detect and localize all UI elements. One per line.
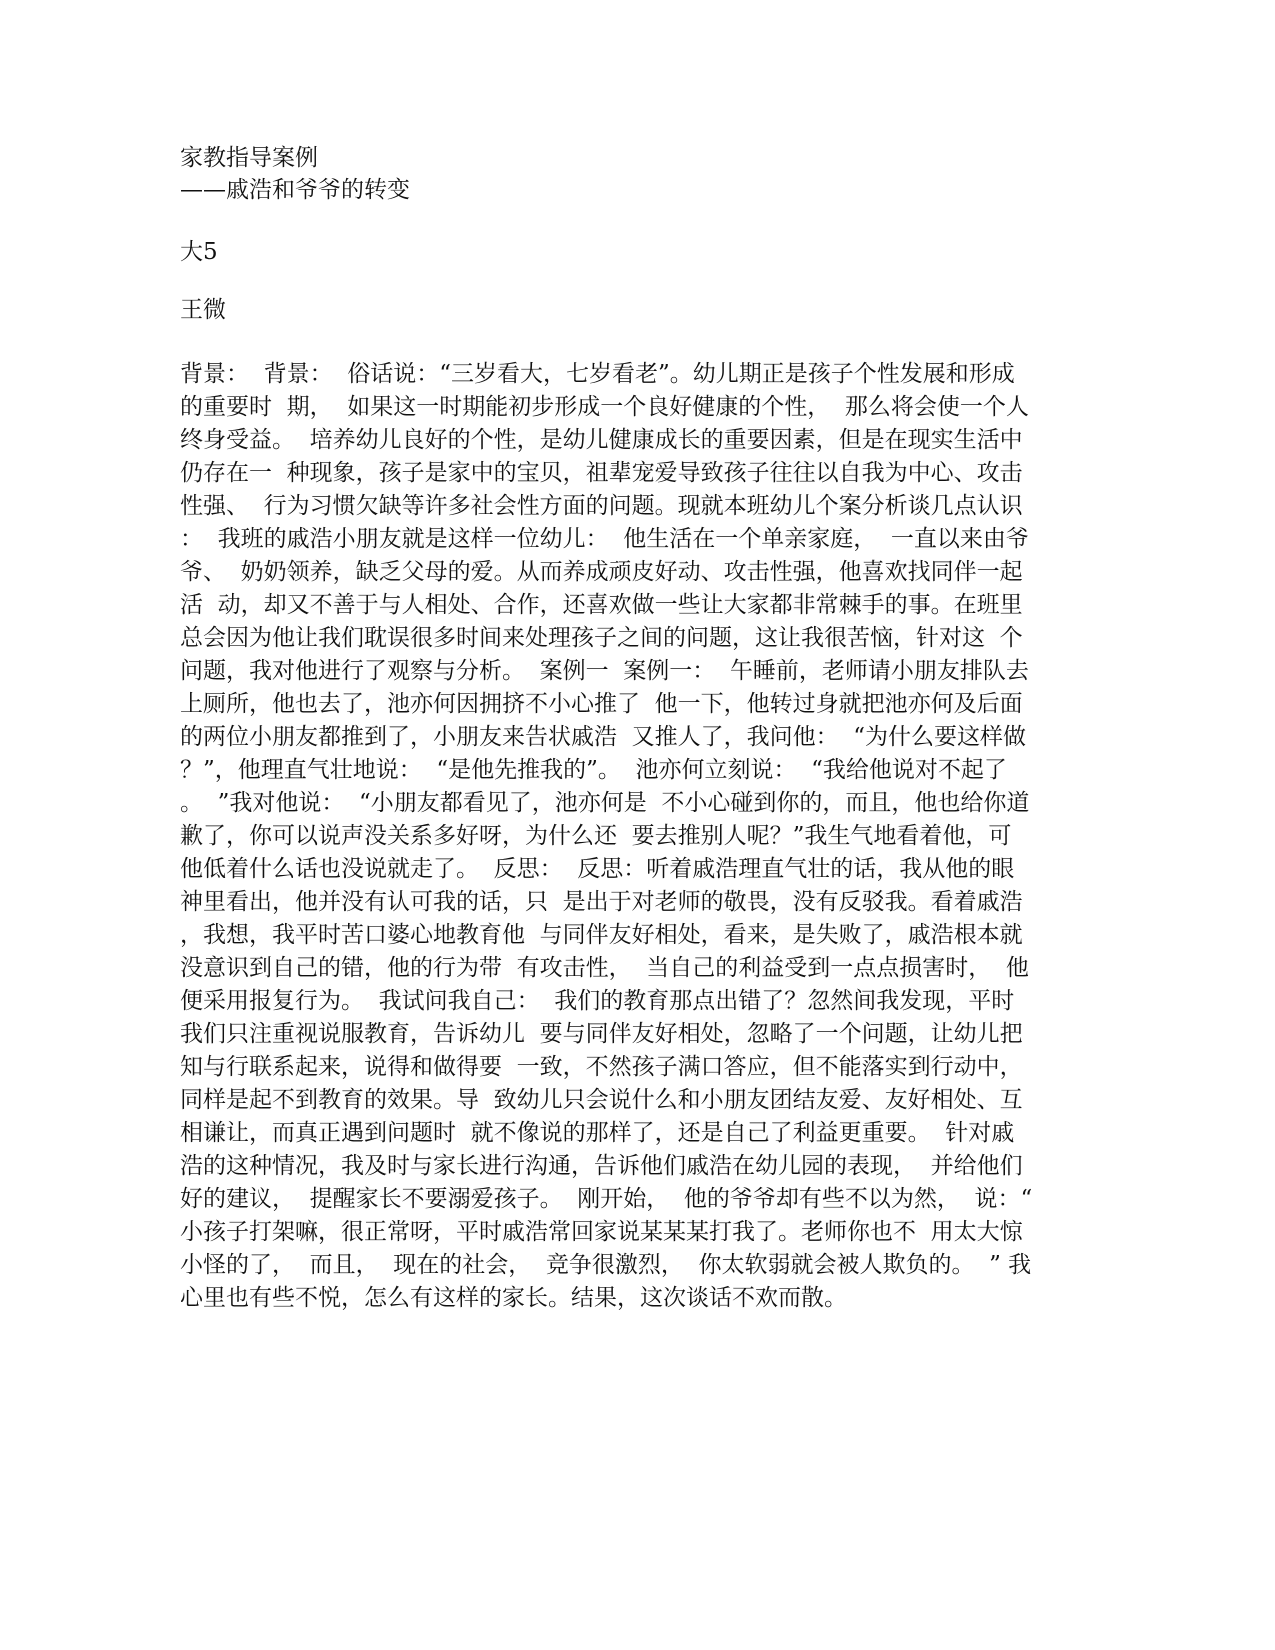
body-line: 相谦让，而真正遇到问题时 就不像说的那样了，还是自己了利益更重要。 针对戚 <box>180 1120 1015 1146</box>
body-line: 同样是起不到教育的效果。导 致幼儿只会说什么和小朋友团结友爱、友好相处、互 <box>180 1087 1023 1113</box>
body-line: 神里看出，他并没有认可我的话，只 是出于对老师的敬畏，没有反驳我。看着戚浩 <box>180 889 1023 915</box>
body-line: 我们只注重视说服教育，告诉幼儿 要与同伴友好相处，忽略了一个问题，让幼儿把 <box>180 1021 1023 1047</box>
body-line: 上厕所，他也去了，池亦何因拥挤不小心推了 他一下，他转过身就把池亦何及后面 <box>180 691 1023 717</box>
body-line: 浩的这种情况，我及时与家长进行沟通，告诉他们戚浩在幼儿园的表现， 并给他们 <box>180 1153 1023 1179</box>
document-title: 家教指导案例 <box>180 145 318 171</box>
body-line: 。 ”我对他说： “小朋友都看见了，池亦何是 不小心碰到你的，而且，他也给你道 <box>180 790 1030 816</box>
body-line: 活 动，却又不善于与人相处、合作，还喜欢做一些让大家都非常棘手的事。在班里 <box>180 592 1023 618</box>
body-line: 小孩子打架嘛，很正常呀，平时戚浩常回家说某某某打我了。老师你也不 用太大惊 <box>180 1219 1023 1245</box>
document-subtitle: ——戚浩和爷爷的转变 <box>180 177 410 203</box>
body-line: ？”，他理直气壮地说： “是他先推我的”。 池亦何立刻说： “我给他说对不起了 <box>180 757 1007 783</box>
body-paragraph <box>180 358 1060 1315</box>
body-line: 爷、 奶奶领养，缺乏父母的爱。从而养成顽皮好动、攻击性强，他喜欢找同伴一起 <box>180 559 1023 585</box>
body-line: 知与行联系起来，说得和做得要 一致，不然孩子满口答应，但不能落实到行动中， <box>180 1054 1023 1080</box>
author-name: 王微 <box>180 297 226 323</box>
body-line: 的重要时 期， 如果这一时期能初步形成一个良好健康的个性， 那么将会使一个人 <box>180 394 1029 420</box>
body-line: 性强、 行为习惯欠缺等许多社会性方面的问题。现就本班幼儿个案分析谈几点认识 <box>180 493 1023 519</box>
body-line: 心里也有些不悦，怎么有这样的家长。结果，这次谈话不欢而散。 <box>180 1285 847 1311</box>
body-line: 便采用报复行为。 我试问我自己： 我们的教育那点出错了？忽然间我发现，平时 <box>180 988 1015 1014</box>
body-line: ，我想，我平时苦口婆心地教育他 与同伴友好相处，看来，是失败了，戚浩根本就 <box>180 922 1023 948</box>
body-line: 好的建议， 提醒家长不要溺爱孩子。 刚开始， 他的爷爷却有些不以为然， 说：“ <box>180 1186 1033 1212</box>
body-line: 没意识到自己的错，他的行为带 有攻击性， 当自己的利益受到一点点损害时， 他 <box>180 955 1029 981</box>
body-line: 背景： 背景： 俗话说：“三岁看大，七岁看老”。幼儿期正是孩子个性发展和形成 <box>180 361 1015 387</box>
body-line: 仍存在一 种现象，孩子是家中的宝贝，祖辈宠爱导致孩子往往以自我为中心、攻击 <box>180 460 1023 486</box>
body-line: 的两位小朋友都推到了，小朋友来告状戚浩 又推人了，我问他： “为什么要这样做 <box>180 724 1027 750</box>
body-line: 终身受益。 培养幼儿良好的个性，是幼儿健康成长的重要因素，但是在现实生活中 <box>180 427 1023 453</box>
class-name: 大5 <box>180 239 218 265</box>
body-line: ： 我班的戚浩小朋友就是这样一位幼儿： 他生活在一个单亲家庭， 一直以来由爷 <box>180 526 1029 552</box>
body-line: 他低着什么话也没说就走了。 反思： 反思：听着戚浩理直气壮的话，我从他的眼 <box>180 856 1015 882</box>
body-line: 问题，我对他进行了观察与分析。 案例一 案例一： 午睡前，老师请小朋友排队去 <box>180 658 1029 684</box>
body-line: 小怪的了， 而且， 现在的社会， 竞争很激烈， 你太软弱就会被人欺负的。 ” 我 <box>180 1252 1032 1278</box>
document-page <box>180 142 1060 1315</box>
body-line: 总会因为他让我们耽误很多时间来处理孩子之间的问题，这让我很苦恼，针对这 个 <box>180 625 1023 651</box>
body-line: 歉了，你可以说声没关系多好呀，为什么还 要去推别人呢？”我生气地看着他，可 <box>180 823 1012 849</box>
